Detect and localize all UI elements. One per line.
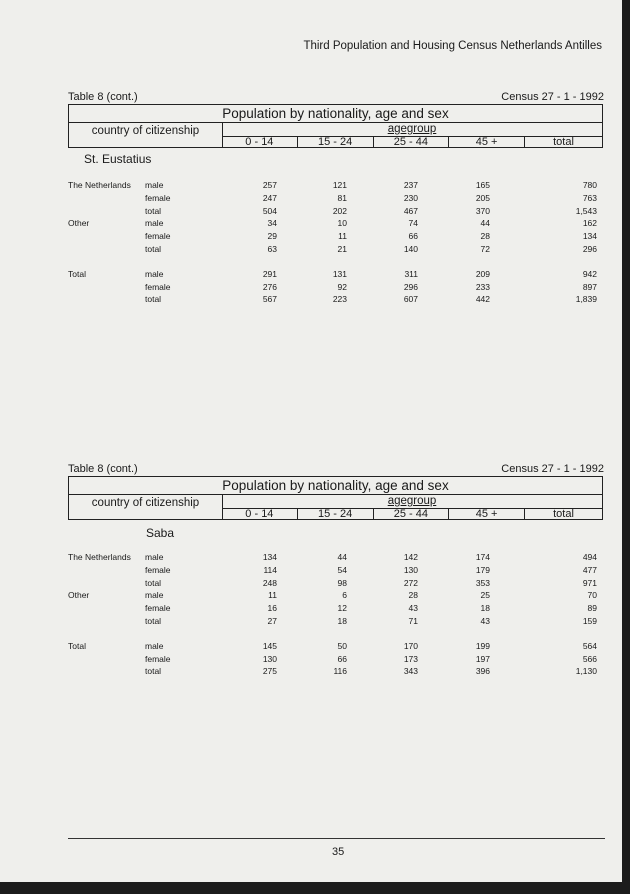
- cell-value: 343: [403, 666, 418, 677]
- cell-value: 134: [262, 552, 277, 562]
- cell-value: 165: [475, 180, 490, 190]
- cell-value: 114: [263, 564, 277, 575]
- cell-value: 353: [475, 577, 490, 588]
- table-row: [68, 268, 598, 280]
- column-header: total: [553, 136, 574, 148]
- table-row: [68, 217, 598, 229]
- row-country: The Netherlands: [68, 180, 131, 190]
- table-row: [68, 602, 598, 614]
- cell-value: 21: [337, 244, 347, 254]
- table-row: [68, 179, 598, 191]
- scan-edge-right: [622, 0, 630, 894]
- cell-value: 170: [403, 640, 418, 651]
- cell-value: 130: [262, 653, 277, 664]
- cell-value: 1,130: [575, 666, 597, 677]
- row-country: Total: [68, 640, 86, 651]
- column-group-agegroup: agegroup: [222, 494, 602, 509]
- row-sex: male: [145, 180, 164, 190]
- cell-value: 296: [403, 281, 418, 292]
- cell-value: 564: [582, 640, 597, 651]
- cell-value: 566: [582, 653, 597, 664]
- cell-value: 477: [582, 564, 597, 575]
- cell-value: 98: [337, 577, 347, 588]
- cell-value: 276: [262, 281, 277, 292]
- cell-value: 897: [582, 281, 597, 292]
- table-row: [68, 551, 598, 563]
- cell-value: 18: [480, 603, 490, 614]
- cell-value: 607: [403, 294, 418, 305]
- cell-value: 494: [582, 552, 597, 562]
- cell-value: 116: [333, 666, 347, 677]
- cell-value: 63: [267, 244, 277, 254]
- row-country: Other: [68, 218, 90, 229]
- row-sex: female: [145, 603, 171, 614]
- cell-value: 66: [337, 653, 347, 664]
- row-sex: male: [145, 640, 164, 651]
- cell-value: 272: [403, 577, 418, 588]
- column-header: 15 - 24: [298, 137, 374, 148]
- table-row: [68, 564, 598, 576]
- cell-value: 202: [332, 205, 347, 216]
- column-header: 0 - 14: [222, 509, 298, 520]
- cell-value: 43: [480, 616, 490, 626]
- cell-value: 1,543: [575, 205, 597, 216]
- table-row: [68, 281, 598, 293]
- table-label: Table 8 (cont.): [68, 91, 138, 103]
- cell-value: 763: [582, 192, 597, 203]
- cell-value: 159: [582, 616, 597, 626]
- page-number: 35: [332, 846, 345, 858]
- row-country: Total: [68, 268, 86, 279]
- cell-value: 28: [408, 590, 418, 601]
- cell-value: 971: [582, 577, 597, 588]
- column-header-country: country of citizenship: [69, 494, 223, 519]
- row-country: The Netherlands: [68, 552, 131, 562]
- table-header-box: [68, 476, 603, 520]
- cell-value: 1,839: [575, 294, 597, 305]
- row-sex: total: [145, 666, 162, 677]
- cell-value: 92: [337, 281, 347, 292]
- table-row: [68, 589, 598, 601]
- row-sex: female: [145, 231, 171, 242]
- cell-value: 34: [267, 218, 277, 229]
- cell-value: 174: [475, 552, 490, 562]
- row-sex: total: [145, 244, 162, 254]
- cell-value: 145: [262, 640, 277, 651]
- cell-value: 275: [262, 666, 277, 677]
- cell-value: 28: [480, 231, 490, 242]
- row-sex: total: [145, 616, 162, 626]
- row-sex: female: [145, 281, 171, 292]
- cell-value: 467: [403, 205, 418, 216]
- column-header: 25 - 44: [374, 137, 450, 148]
- column-header: 25 - 44: [374, 509, 450, 520]
- cell-value: 6: [342, 590, 347, 601]
- cell-value: 248: [262, 577, 277, 588]
- cell-value: 230: [403, 192, 418, 203]
- table-row: [68, 205, 598, 217]
- cell-value: 197: [475, 653, 490, 664]
- cell-value: 89: [587, 603, 597, 614]
- column-header: 15 - 24: [298, 509, 374, 520]
- cell-value: 130: [403, 564, 418, 575]
- column-header-country: country of citizenship: [69, 122, 223, 147]
- row-sex: male: [145, 268, 164, 279]
- table-row: [68, 192, 598, 204]
- cell-value: 140: [403, 244, 418, 254]
- cell-value: 44: [480, 218, 490, 229]
- census-date: Census 27 - 1 - 1992: [501, 463, 604, 475]
- column-header: 45 +: [449, 137, 525, 148]
- column-header: total: [553, 508, 574, 520]
- row-sex: male: [145, 218, 164, 229]
- cell-value: 291: [262, 268, 277, 279]
- scan-edge-bottom: [0, 882, 630, 894]
- cell-value: 70: [587, 590, 597, 601]
- cell-value: 43: [408, 603, 418, 614]
- cell-value: 223: [332, 294, 347, 305]
- census-date: Census 27 - 1 - 1992: [501, 91, 604, 103]
- table-row: [68, 615, 598, 627]
- cell-value: 54: [337, 564, 347, 575]
- running-header: Third Population and Housing Census Netherlands Antilles: [303, 40, 602, 52]
- cell-value: 10: [337, 218, 347, 229]
- cell-value: 257: [262, 180, 277, 190]
- table-row: [68, 665, 598, 677]
- cell-value: 504: [262, 205, 277, 216]
- cell-value: 142: [403, 552, 418, 562]
- row-sex: male: [145, 590, 164, 601]
- table-row: [68, 640, 598, 652]
- cell-value: 74: [408, 218, 418, 229]
- row-sex: male: [145, 552, 164, 562]
- cell-value: 209: [475, 268, 490, 279]
- table-title: Population by nationality, age and sex: [69, 477, 602, 495]
- table-title: Population by nationality, age and sex: [69, 105, 602, 123]
- table-row: [68, 230, 598, 242]
- cell-value: 134: [582, 231, 597, 242]
- table-header-box: [68, 104, 603, 148]
- table-row: [68, 293, 598, 305]
- table-label: Table 8 (cont.): [68, 463, 138, 475]
- column-header: 0 - 14: [222, 137, 298, 148]
- column-group-agegroup: agegroup: [222, 122, 602, 137]
- row-sex: total: [145, 205, 162, 216]
- table-row: [68, 243, 598, 255]
- cell-value: 72: [480, 244, 490, 254]
- cell-value: 11: [268, 590, 277, 601]
- cell-value: 50: [337, 640, 347, 651]
- cell-value: 296: [582, 244, 597, 254]
- cell-value: 131: [332, 268, 347, 279]
- cell-value: 396: [475, 666, 490, 677]
- cell-value: 29: [267, 231, 277, 242]
- cell-value: 233: [475, 281, 490, 292]
- cell-value: 311: [404, 268, 418, 279]
- cell-value: 173: [403, 653, 418, 664]
- cell-value: 247: [262, 192, 277, 203]
- cell-value: 780: [582, 180, 597, 190]
- cell-value: 71: [408, 616, 418, 626]
- cell-value: 121: [332, 180, 347, 190]
- cell-value: 81: [337, 192, 347, 203]
- cell-value: 567: [262, 294, 277, 305]
- cell-value: 237: [403, 180, 418, 190]
- cell-value: 18: [337, 616, 347, 626]
- footer-divider: [68, 838, 605, 839]
- cell-value: 12: [337, 603, 347, 614]
- cell-value: 11: [338, 231, 347, 242]
- cell-value: 66: [408, 231, 418, 242]
- row-sex: total: [145, 577, 162, 588]
- cell-value: 179: [475, 564, 490, 575]
- column-header: 45 +: [449, 509, 525, 520]
- row-sex: female: [145, 653, 171, 664]
- row-country: Other: [68, 590, 90, 601]
- cell-value: 370: [475, 205, 490, 216]
- cell-value: 942: [582, 268, 597, 279]
- cell-value: 25: [480, 590, 490, 601]
- cell-value: 16: [267, 603, 277, 614]
- cell-value: 27: [267, 616, 277, 626]
- cell-value: 205: [475, 192, 490, 203]
- cell-value: 199: [475, 640, 490, 651]
- row-sex: female: [145, 564, 171, 575]
- table-row: [68, 653, 598, 665]
- region-label: Saba: [146, 526, 175, 540]
- row-sex: total: [145, 294, 162, 305]
- row-sex: female: [145, 192, 171, 203]
- table-row: [68, 577, 598, 589]
- cell-value: 442: [475, 294, 490, 305]
- cell-value: 44: [337, 552, 347, 562]
- region-label: St. Eustatius: [84, 152, 152, 166]
- cell-value: 162: [582, 218, 597, 229]
